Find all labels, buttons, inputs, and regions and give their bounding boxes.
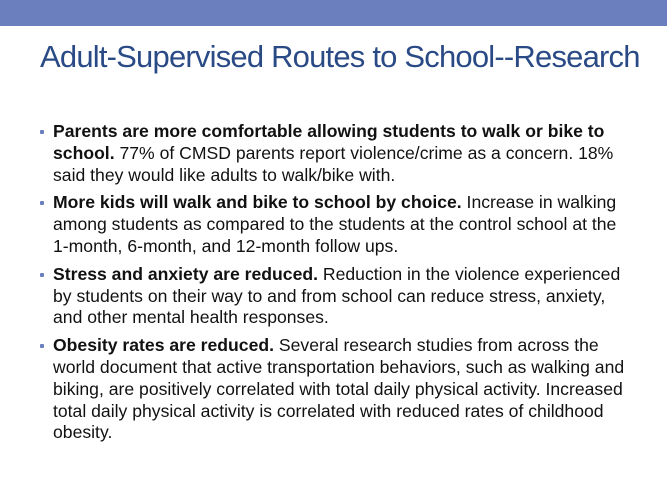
bullet-body: Increase in walking among students as compared to the students at the control school at the 1-month, 6-month, and 12-month follow ups. xyxy=(53,192,617,256)
bullet-item-parents-comfort xyxy=(33,121,633,186)
bullet-lead: Parents are more comfortable allowing students to walk or bike to school. xyxy=(53,121,605,163)
bullet-body: 77% of CMSD parents report violence/crime as a concern. 18% said they would like adults to walk/bike with. xyxy=(53,142,614,185)
bullet-body: Several research studies from across the world document that active transportation behaviors, such as walking and biking, are positively correlated with total daily physical activity. Increased total daily physical activity is correlated with reduced rates of childhood obesity. xyxy=(53,335,625,443)
bullet-item-stress-anxiety xyxy=(33,264,633,329)
bullet-item-obesity-rates xyxy=(33,335,633,444)
bullet-lead: Obesity rates are reduced. xyxy=(53,335,275,356)
bullet-list xyxy=(33,121,633,450)
bullet-item-kids-choice xyxy=(33,192,633,257)
bullet-lead: More kids will walk and bike to school by choice. xyxy=(53,192,462,213)
top-accent-bar xyxy=(0,0,667,26)
bullet-marker-icon xyxy=(40,344,44,348)
bullet-body: Reduction in the violence experienced by students on their way to and from school can reduce stress, anxiety, and other mental health responses. xyxy=(53,263,621,328)
bullet-marker-icon xyxy=(40,201,44,205)
bullet-marker-icon xyxy=(40,273,44,277)
slide-title: Adult-Supervised Routes to School--Research xyxy=(40,39,640,74)
bullet-lead: Stress and anxiety are reduced. xyxy=(53,263,319,284)
bullet-marker-icon xyxy=(40,130,44,134)
